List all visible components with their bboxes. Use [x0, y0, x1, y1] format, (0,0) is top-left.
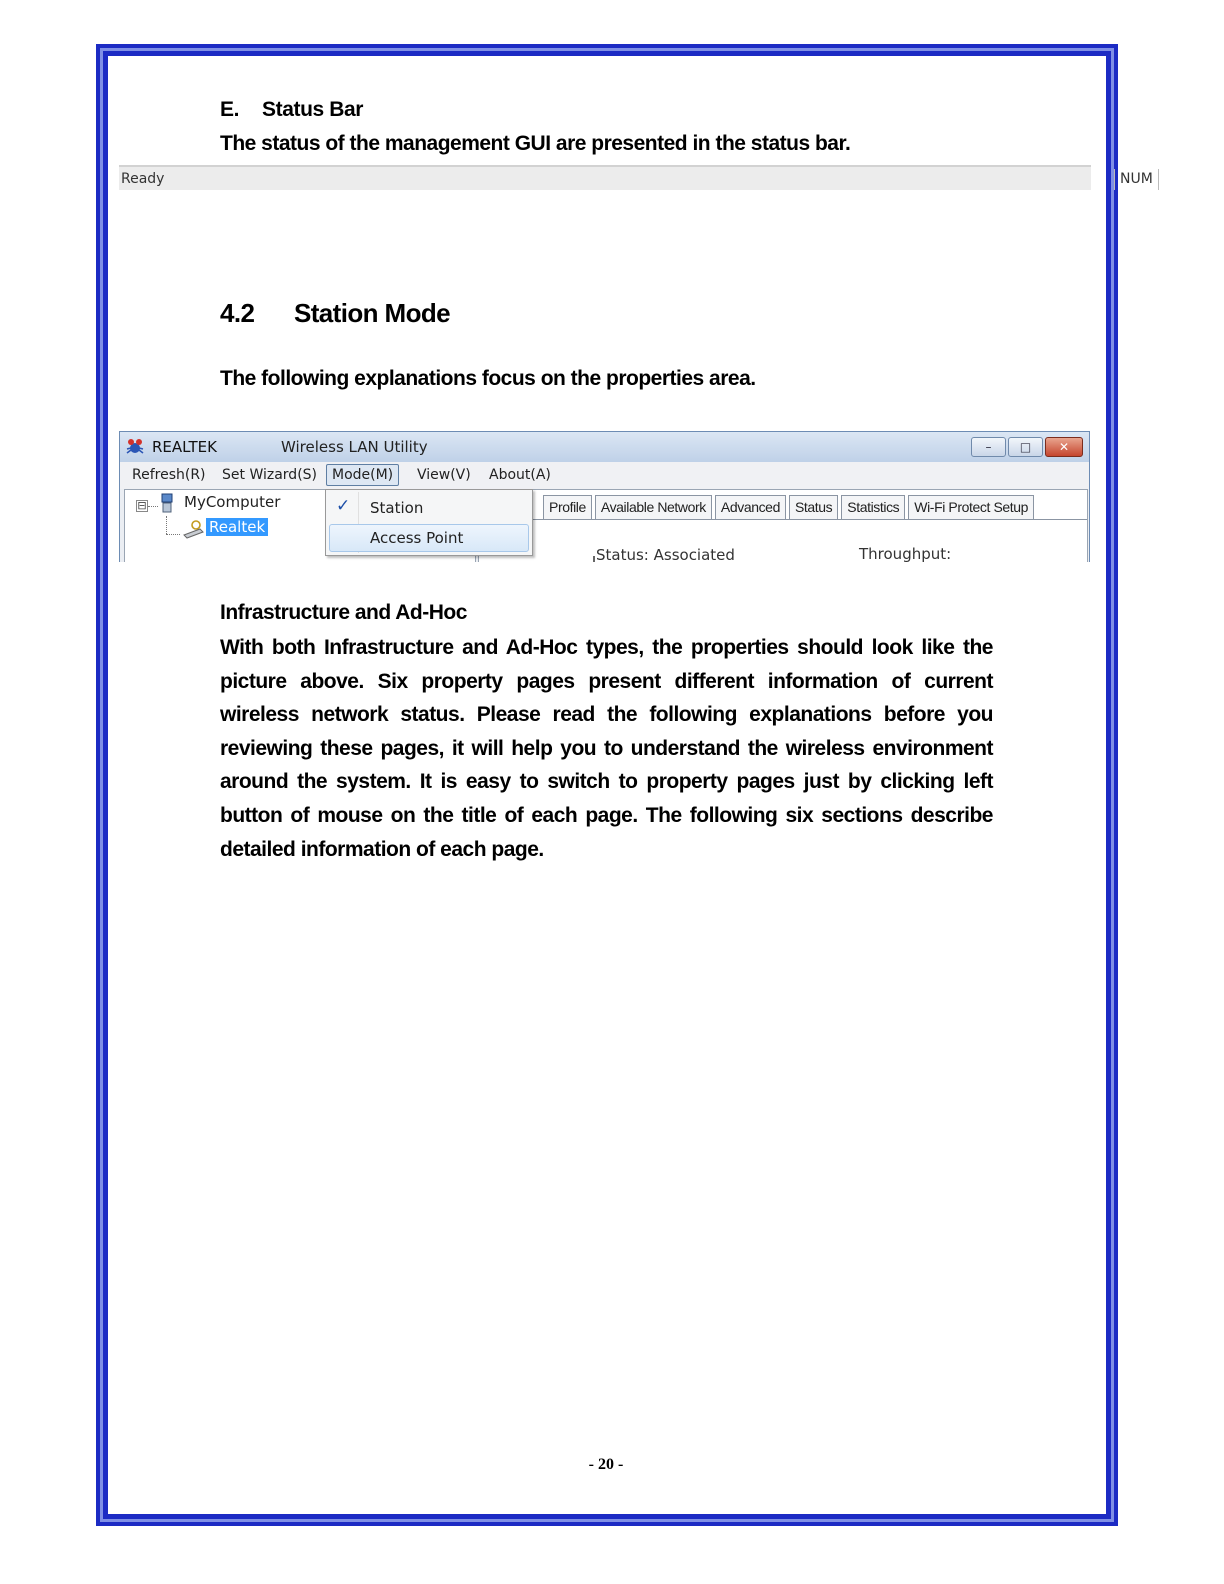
menu-mode[interactable]: Mode(M) — [326, 464, 399, 486]
window-title: Wireless LAN Utility — [281, 438, 428, 456]
mode-dropdown-menu — [325, 489, 533, 556]
menu-about[interactable]: About(A) — [489, 467, 551, 483]
status-bar-heading — [220, 98, 363, 122]
status-bar-description: The status of the management GUI are presented in the status bar. — [220, 132, 851, 155]
page-number: - 20 - — [588, 1456, 624, 1473]
checkmark-icon: ✓ — [336, 496, 351, 516]
maximize-button[interactable]: □ — [1008, 437, 1043, 457]
station-mode-intro: The following explanations focus on the properties area. — [220, 367, 756, 390]
tab-profile[interactable]: Profile — [543, 495, 592, 519]
properties-panel — [478, 489, 1088, 562]
status-bar-ready-text: Ready — [121, 171, 165, 187]
utility-window-screenshot — [119, 431, 1090, 562]
station-mode-heading-title: Station Mode — [294, 298, 451, 328]
status-bar-heading-number: E. — [220, 98, 240, 121]
tab-wifi-protect-setup[interactable]: Wi-Fi Protect Setup — [908, 495, 1034, 519]
tree-item-realtek[interactable]: Realtek — [206, 518, 268, 536]
minimize-button[interactable]: – — [971, 437, 1006, 457]
mode-option-station[interactable]: Station — [370, 499, 424, 517]
infrastructure-body: With both Infrastructure and Ad-Hoc types, the properties should look like the picture above. Six property pages present different information of current wireless network status. Please read the following explanations before you reviewing these pages, it will help you to understand the wireless environment around the system. It is easy to switch to property pages just by clicking left button of mouse on the title of each page. The following six sections describe detailed information of each page. — [220, 636, 993, 861]
tab-advanced[interactable]: Advanced — [715, 495, 786, 519]
window-controls — [971, 437, 1083, 457]
station-mode-heading — [220, 298, 450, 329]
tree-connector — [148, 506, 158, 507]
tab-baseline — [481, 519, 1087, 520]
tab-status[interactable]: Status — [789, 495, 838, 519]
status-bar-heading-title: Status Bar — [262, 98, 364, 121]
infrastructure-heading: Infrastructure and Ad-Hoc — [220, 601, 467, 624]
tree-connector-child — [166, 534, 180, 535]
tab-available-network[interactable]: Available Network — [595, 495, 712, 519]
menu-set-wizard[interactable]: Set Wizard(S) — [222, 467, 317, 483]
close-button[interactable]: ✕ — [1045, 437, 1083, 457]
menu-view[interactable]: View(V) — [417, 467, 471, 483]
window-titlebar[interactable] — [120, 432, 1089, 462]
tree-collapse-toggle[interactable]: ⊟ — [137, 499, 147, 512]
mode-option-access-point[interactable]: Access Point — [370, 529, 464, 547]
throughput-label: Throughput: — [859, 545, 952, 562]
status-bar-screenshot — [119, 165, 1153, 190]
property-tabs — [543, 495, 1037, 519]
realtek-crab-icon — [125, 437, 145, 457]
panel-divider — [593, 556, 595, 562]
tree-connector-vertical — [166, 516, 167, 534]
status-bar-num-indicator: NUM — [1114, 169, 1159, 190]
tree-item-mycomputer[interactable]: MyComputer — [184, 493, 281, 511]
wireless-adapter-icon — [181, 518, 207, 540]
menu-bar — [120, 462, 1089, 489]
connection-status-label: Status: Associated — [596, 546, 735, 562]
tab-statistics[interactable]: Statistics — [841, 495, 905, 519]
station-mode-heading-number: 4.2 — [220, 298, 255, 328]
menu-refresh[interactable]: Refresh(R) — [132, 467, 206, 483]
computer-icon — [160, 493, 176, 513]
window-vendor-label: REALTEK — [152, 438, 217, 456]
